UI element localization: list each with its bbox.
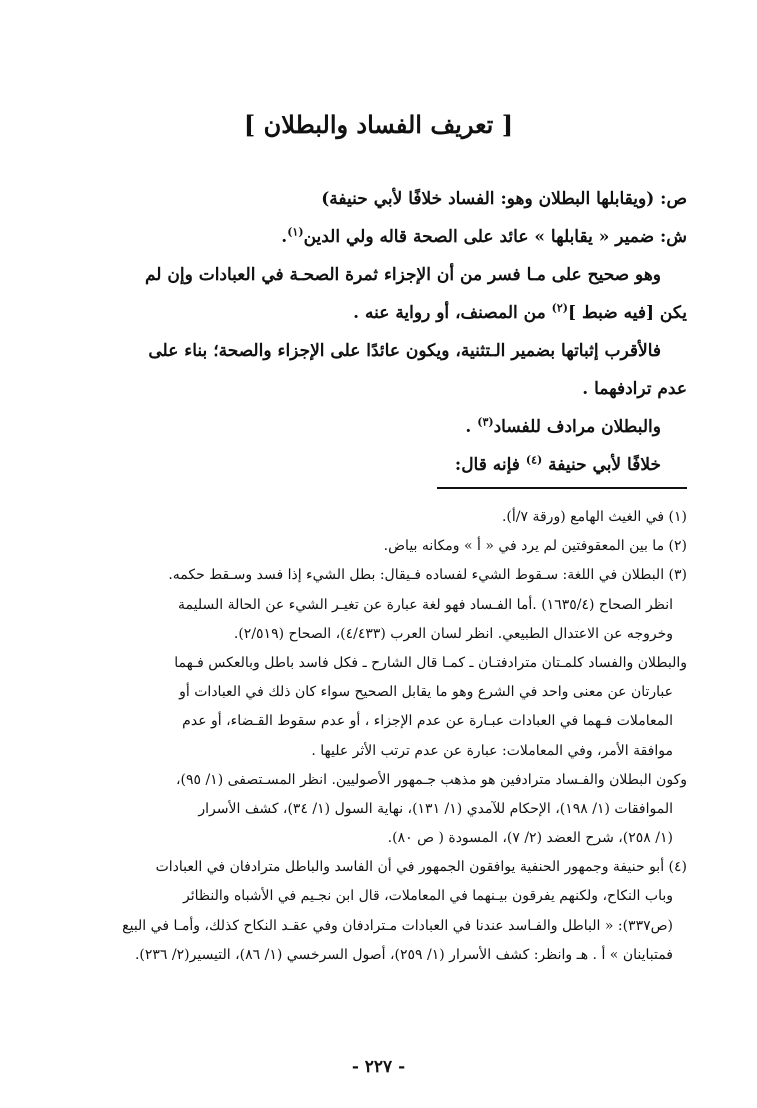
body-line-text: من المصنف، أو رواية عنه . bbox=[353, 303, 552, 323]
footnotes bbox=[70, 503, 687, 970]
page-number: - ٢٢٧ - bbox=[351, 1057, 406, 1077]
footnote-line: وباب النكاح، ولكنهم يفرقون بيـنهما في المعاملات، قال ابن نجـيم في الأشباه والنظائر bbox=[183, 888, 673, 905]
footnote-line: المعاملات فـهما في العبادات عبـارة عن عدم الإجزاء ، أو عدم سقوط القـضاء، أو عدم bbox=[182, 713, 673, 730]
body-line bbox=[70, 294, 687, 332]
footnote-line: والبطلان والفساد كلمـتان مترادفتـان ـ كمـا قال الشارح ـ فكل فاسد باطل وبالعكس فـهما bbox=[174, 654, 687, 671]
body-line: فالأقرب إثباتها بضمير الـتثنية، ويكون عائدًا على الإجزاء والصحة؛ بناء على bbox=[148, 341, 661, 361]
body-line-text: ش: ضمير « يقابلها » عائد على الصحة قاله ولي الدين bbox=[303, 227, 687, 247]
footnote-ref-1[interactable]: (١) bbox=[287, 225, 304, 239]
footnote-line: (١/ ٢٥٨)، شرح العضد (٢/ ٧)، المسودة ( ص ٨٠). bbox=[387, 830, 673, 847]
footnote-line: وخروجه عن الاعتدال الطبيعي. انظر لسان العرب (٤/٤٣٣)، الصحاح (٢/٥١٩). bbox=[233, 625, 673, 642]
footnote-line: فمتباينان » أ . هـ وانظر: كشف الأسرار (١/ ٢٥٩)، أصول السرخسي (١/ ٨٦)، التيسير(٢/ ٢٣٦). bbox=[134, 946, 673, 963]
footnote-ref-2[interactable]: (٢) bbox=[551, 301, 569, 315]
body-line bbox=[70, 408, 687, 446]
footnote-line: (١) في الغيث الهامع (ورقة ٧/أ). bbox=[501, 509, 687, 525]
footnote-line: (٣) البطلان في اللغة: سـقوط الشيء لفساده فـيقال: بطل الشيء إذا فسد وسـقط حكمه. bbox=[168, 567, 687, 584]
body-line-text: . bbox=[465, 417, 478, 437]
body-line: وهو صحيح على مـا فسر من أن الإجزاء ثمرة الصحـة في العبادات وإن لم bbox=[144, 265, 661, 285]
body-line bbox=[70, 218, 687, 256]
footnote-line: (ص٣٣٧): « الباطل والفـاسد عندنا في العبادات مـترادفان وفي عقـد النكاح كذلك، وأمـا في البيع bbox=[122, 917, 673, 934]
footnote-line: انظر الصحاح (١٦٣٥/٤) .أما الفـساد فهو لغة عبارة عن تغيـر الشيء عن الحالة السليمة bbox=[178, 596, 673, 613]
body-line bbox=[70, 446, 687, 484]
body-line-text: فإنه قال: bbox=[454, 455, 526, 475]
footnote-line: وكون البطلان والفـساد مترادفين هو مذهب جـمهور الأصوليين. انظر المسـتصفى (١/ ٩٥)، bbox=[175, 771, 687, 788]
body-line-text: والبطلان مرادف للفساد bbox=[493, 417, 661, 437]
footnote-line: (٢) ما بين المعقوفتين لم يرد في « أ » ومكانه بياض. bbox=[383, 538, 687, 555]
footnote-ref-3[interactable]: (٣) bbox=[477, 415, 494, 429]
footnote-divider bbox=[437, 487, 687, 489]
main-text bbox=[70, 180, 687, 484]
body-line-text: خلافًا لأبي حنيفة bbox=[548, 455, 661, 475]
body-line: عدم ترادفهما . bbox=[582, 379, 687, 399]
footnote-line: عبارتان عن معنى واحد في الشرع وهو ما يقابل الصحيح سواء كان ذلك في العبادات أو bbox=[179, 684, 673, 701]
footnote-line: (٤) أبو حنيفة وجمهور الحنفية يوافقون الجمهور في أن الفاسد والباطل مترادفان في العبادات bbox=[155, 859, 687, 876]
body-line-text: يكن [فيه ضبط ] bbox=[568, 303, 687, 323]
footnote-line: الموافقات (١/ ١٩٨)، الإحكام للآمدي (١/ ١٣١)، نهاية السول (١/ ٣٤)، كشف الأسرار bbox=[198, 800, 673, 817]
footnote-ref-4[interactable]: (٤) bbox=[525, 453, 543, 467]
section-heading: [ تعريف الفساد والبطلان ] bbox=[243, 110, 514, 139]
footnote-line: موافقة الأمر، وفي المعاملات: عبارة عن عدم ترتب الأثر عليها . bbox=[311, 742, 673, 759]
body-line-text: . bbox=[281, 227, 288, 247]
body-line: ص: (ويقابلها البطلان وهو: الفساد خلافًا لأبي حنيفة) bbox=[321, 189, 687, 209]
